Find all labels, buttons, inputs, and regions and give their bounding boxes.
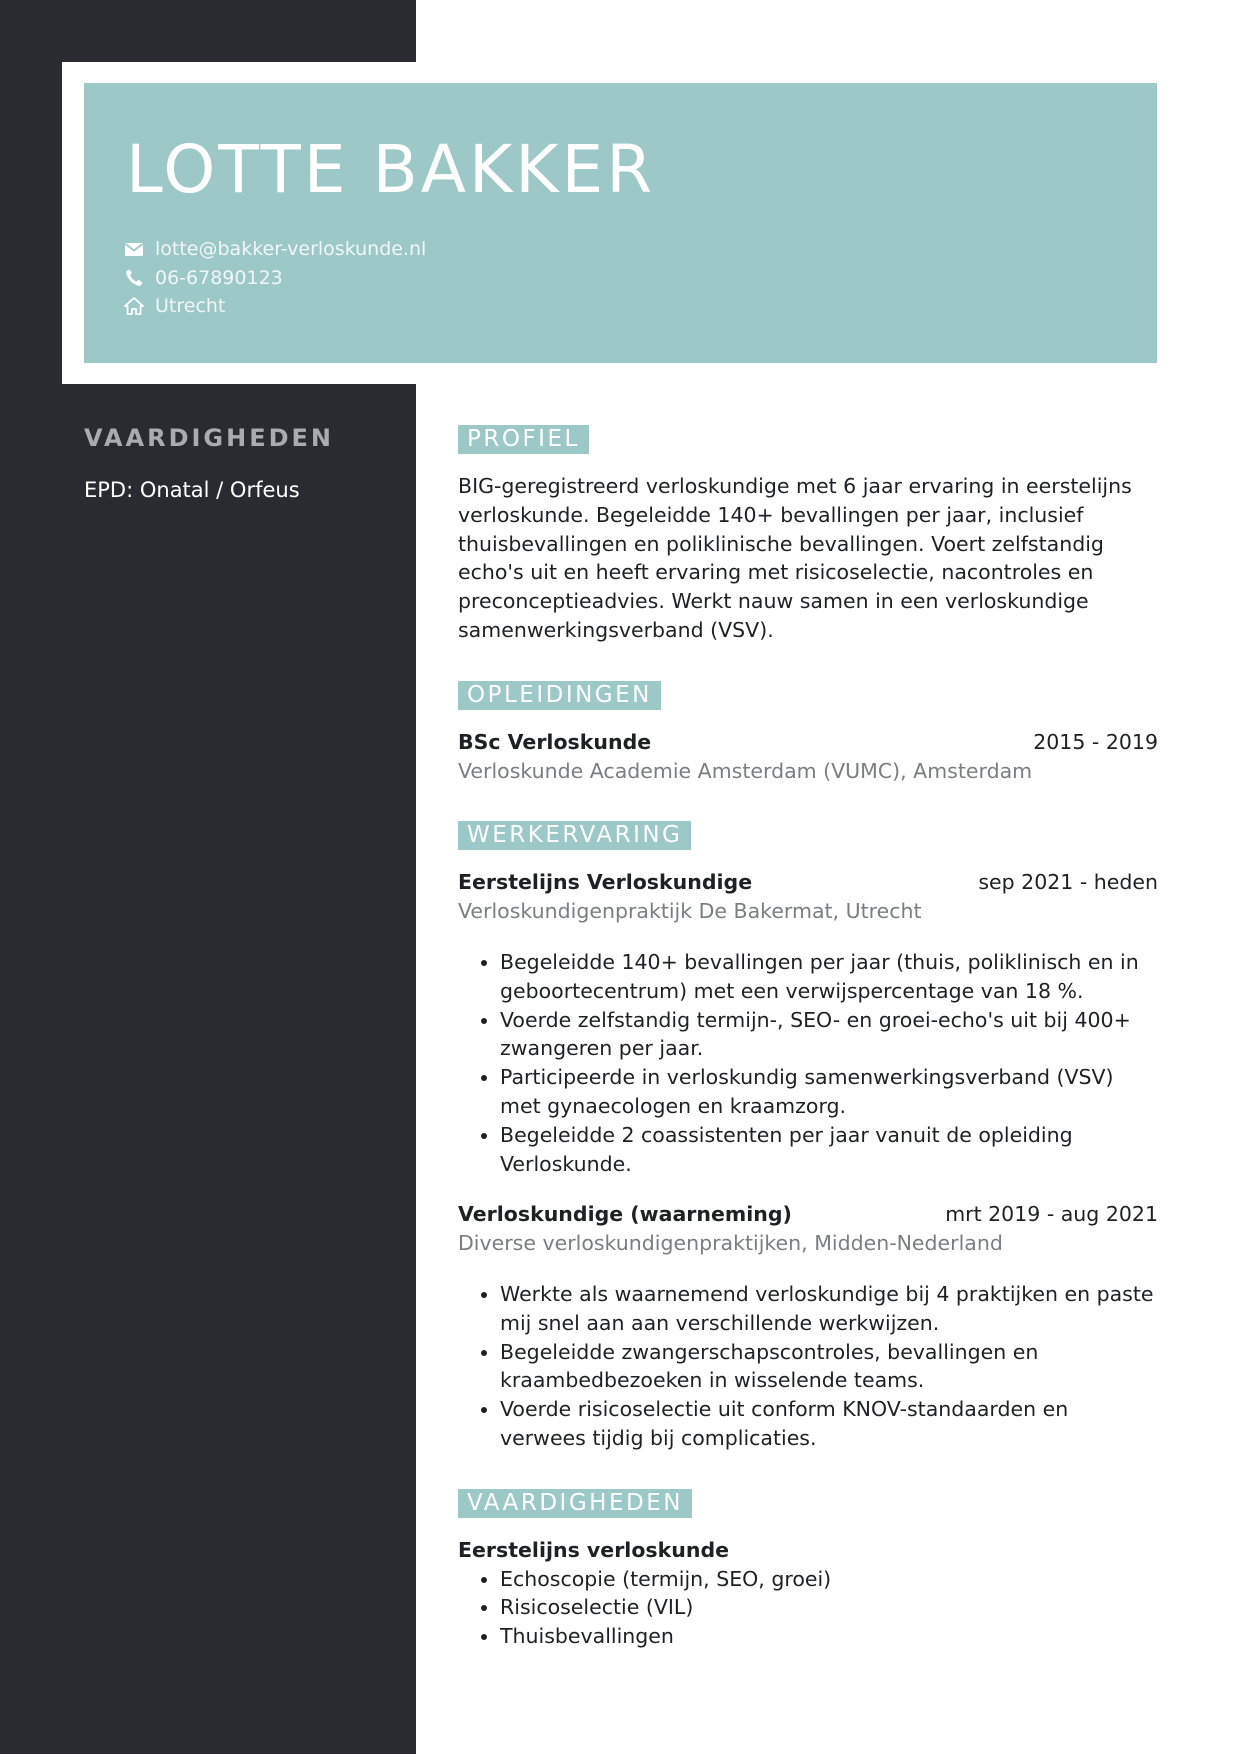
- education-section: [458, 681, 1158, 786]
- job-bullets: [458, 1280, 1158, 1453]
- experience-entry: [458, 868, 1158, 1178]
- experience-section: [458, 821, 1158, 1452]
- phone-icon: [124, 268, 144, 288]
- skill-group-title: Eerstelijns verloskunde: [458, 1537, 730, 1562]
- profile-text: BIG-geregistreerd verloskundige met 6 jaar ervaring in eerstelijns verloskunde. Begeleidde 140+ bevallingen per jaar, inclusief thuisbevallingen en poliklinische bevallingen. Voert zelfstandig echo's uit en heeft ervaring met risicoselectie, nacontroles en preconceptieadvies. Werkt nauw samen in een verloskundige samenwerkingsverband (VSV).: [458, 474, 1132, 642]
- header-banner: [84, 83, 1157, 363]
- profile-section: [458, 425, 1158, 645]
- sidebar-heading: VAARDIGHEDEN: [84, 424, 335, 452]
- sidebar-content: [84, 424, 394, 502]
- job-bullet: • Begeleidde 140+ bevallingen per jaar (thuis, poliklinisch en in geboortecentrum) met een verwijspercentage van 18 %.: [500, 948, 1158, 1006]
- envelope-icon: [124, 239, 144, 259]
- home-icon: [124, 296, 144, 316]
- contact-phone[interactable]: [124, 264, 426, 293]
- job-bullet: • Werkte als waarnemend verloskundige bij 4 praktijken en paste mij snel aan aan verschillende werkwijzen.: [500, 1280, 1158, 1338]
- job-bullet: • Voerde zelfstandig termijn-, SEO- en groei-echo's uit bij 400+ zwangeren per jaar.: [500, 1006, 1158, 1064]
- location-text: Utrecht: [155, 295, 226, 318]
- job-bullet: • Participeerde in verloskundig samenwerkingsverband (VSV) met gynaecologen en kraamzorg.: [500, 1063, 1158, 1121]
- experience-entry: [458, 1200, 1158, 1452]
- section-title-experience: WERKERVARING: [458, 821, 691, 850]
- skill-item: • Risicoselectie (VIL): [500, 1593, 1158, 1622]
- employer-name: Verloskundigenpraktijk De Bakermat, Utrecht: [458, 899, 922, 924]
- experience-entry-head: [458, 1200, 1158, 1229]
- section-title-education: OPLEIDINGEN: [458, 681, 661, 710]
- sidebar-skill-item: EPD: Onatal / Orfeus: [84, 478, 300, 502]
- school-name: Verloskunde Academie Amsterdam (VUMC), Amsterdam: [458, 758, 1033, 783]
- education-entry: [458, 728, 1158, 786]
- experience-entry-head: [458, 868, 1158, 897]
- contact-location: [124, 292, 426, 321]
- skill-list: [458, 1565, 1158, 1651]
- employer-name: Diverse verloskundigenpraktijken, Midden-Nederland: [458, 1231, 1003, 1256]
- section-title-skills: VAARDIGHEDEN: [458, 1489, 692, 1518]
- job-bullet: • Begeleidde 2 coassistenten per jaar vanuit de opleiding Verloskunde.: [500, 1121, 1158, 1179]
- main-content: [458, 425, 1158, 1687]
- job-title: Eerstelijns Verloskundige: [458, 870, 753, 895]
- skill-item: • Echoscopie (termijn, SEO, groei): [500, 1565, 1158, 1594]
- job-bullet: • Voerde risicoselectie uit conform KNOV-standaarden en verwees tijdig bij complicaties.: [500, 1395, 1158, 1453]
- job-bullets: [458, 948, 1158, 1178]
- job-dates: mrt 2019 - aug 2021: [945, 1202, 1158, 1227]
- degree-title: BSc Verloskunde: [458, 729, 652, 754]
- contact-info: [124, 235, 426, 321]
- section-title-profile: PROFIEL: [458, 425, 589, 454]
- email-text: lotte@bakker-verloskunde.nl: [155, 238, 427, 261]
- job-bullet: • Begeleidde zwangerschapscontroles, bevallingen en kraambedbezoeken in wisselende teams.: [500, 1338, 1158, 1396]
- education-entry-head: [458, 728, 1158, 757]
- skill-item: • Thuisbevallingen: [500, 1622, 1158, 1651]
- candidate-name: LOTTE BAKKER: [126, 131, 656, 208]
- job-title: Verloskundige (waarneming): [458, 1202, 792, 1227]
- contact-email[interactable]: [124, 235, 426, 264]
- education-dates: 2015 - 2019: [1033, 729, 1158, 754]
- phone-text: 06-67890123: [155, 266, 283, 289]
- job-dates: sep 2021 - heden: [978, 870, 1158, 895]
- skills-section: [458, 1489, 1158, 1651]
